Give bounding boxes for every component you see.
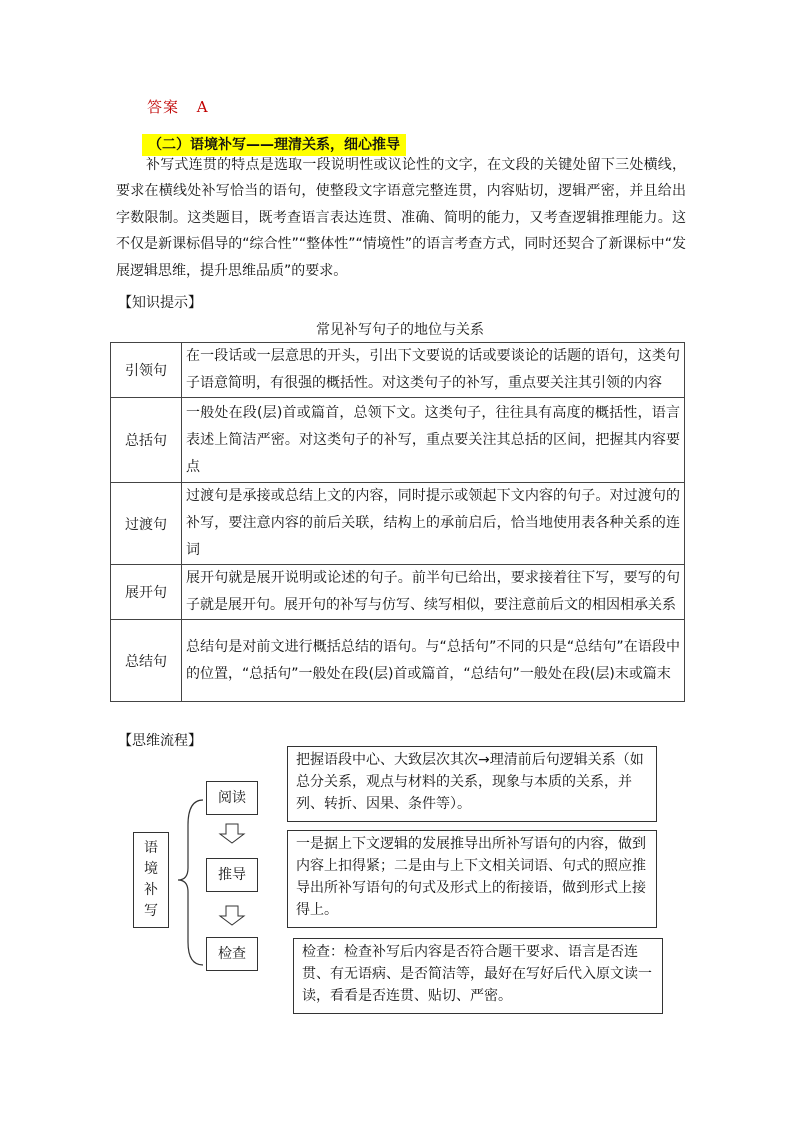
step-check-desc: 检查：检查补写后内容是否符合题干要求、语言是否连贯、有无语病、是否简洁等，最好在写好后代入原文读一读，看看是否连贯、贴切、严密。 — [293, 938, 663, 1014]
step-read: 阅读 — [206, 781, 258, 815]
row-name: 过渡句 — [111, 483, 182, 565]
arrow-down-icon — [220, 906, 244, 925]
row-name: 展开句 — [111, 565, 182, 620]
row-desc: 在一段话或一层意思的开头，引出下文要说的话或要谈论的话题的语句，这类句子语意简明，有很强的概括性。对这类句子的补写，重点要关注其引领的内容 — [182, 343, 685, 398]
root-char: 境 — [144, 861, 158, 877]
row-name: 总结句 — [111, 620, 182, 702]
root-char: 补 — [144, 882, 158, 898]
root-char: 语 — [144, 840, 158, 856]
row-desc: 过渡句是承接或总结上文的内容，同时提示或领起下文内容的句子。对过渡句的补写，要注意内容的前后关联，结构上的承前启后，恰当地使用表各种关系的连词 — [182, 483, 685, 565]
brace-connector — [178, 800, 203, 965]
step-derive-desc: 一是据上下文逻辑的发展推导出所补写语句的内容，做到内容上扣得紧；二是由与上下文相关词语、句式的照应推导出所补写语句的句式及形式上的衔接语，做到形式上接得上。 — [287, 830, 657, 928]
answer-label: 答案 — [147, 98, 180, 116]
root-box — [133, 832, 169, 928]
row-desc: 一般处在段(层)首或篇首，总领下文。这类句子，往往具有高度的概括性，语言表述上简洁严密。对这类句子的补写，重点要关注其总括的区间，把握其内容要点 — [182, 398, 685, 483]
row-desc: 总结句是对前文进行概括总结的语句。与“总括句”不同的只是“总结句”在语段中的位置，“总括句”一般处在段(层)首或篇首，“总结句”一般处在段(层)末或篇末 — [182, 620, 685, 702]
row-name: 总括句 — [111, 398, 182, 483]
answer-value: A — [196, 98, 209, 116]
knowledge-label: 【知识提示】 — [118, 295, 202, 311]
section-title: （二）语境补写——理清关系，细心推导 — [142, 134, 406, 156]
flow-label: 【思维流程】 — [118, 733, 202, 749]
step-check: 检查 — [206, 937, 258, 971]
table-title: 常见补写句子的地位与关系 — [316, 322, 484, 338]
intro-paragraph: 补写式连贯的特点是选取一段说明性或议论性的文字，在文段的关键处留下三处横线，要求在横线处补写恰当的语句，使整段文字语意完整连贯，内容贴切，逻辑严密，并且给出字数限制。这类题目，既考查语言表达连贯、准确、简明的能力，又考查逻辑推理能力。这不仅是新课标倡导的“综合性”“整体性”“情境性”的语言考查方式，同时还契合了新课标中“发展逻辑思维，提升思维品质”的要求。 — [116, 157, 686, 279]
row-desc: 展开句就是展开说明或论述的句子。前半句已给出，要求接着往下写，要写的句子就是展开句。展开句的补写与仿写、续写相似，要注意前后文的相因相承关系 — [182, 565, 685, 620]
root-char: 写 — [144, 903, 158, 919]
arrow-down-icon — [220, 824, 244, 843]
step-read-desc: 把握语段中心、大致层次其次→理清前后句逻辑关系（如总分关系，观点与材料的关系，现象与本质的关系，并列、转折、因果、条件等）。 — [287, 746, 657, 822]
row-name: 引领句 — [111, 343, 182, 398]
step-derive: 推导 — [206, 858, 258, 892]
